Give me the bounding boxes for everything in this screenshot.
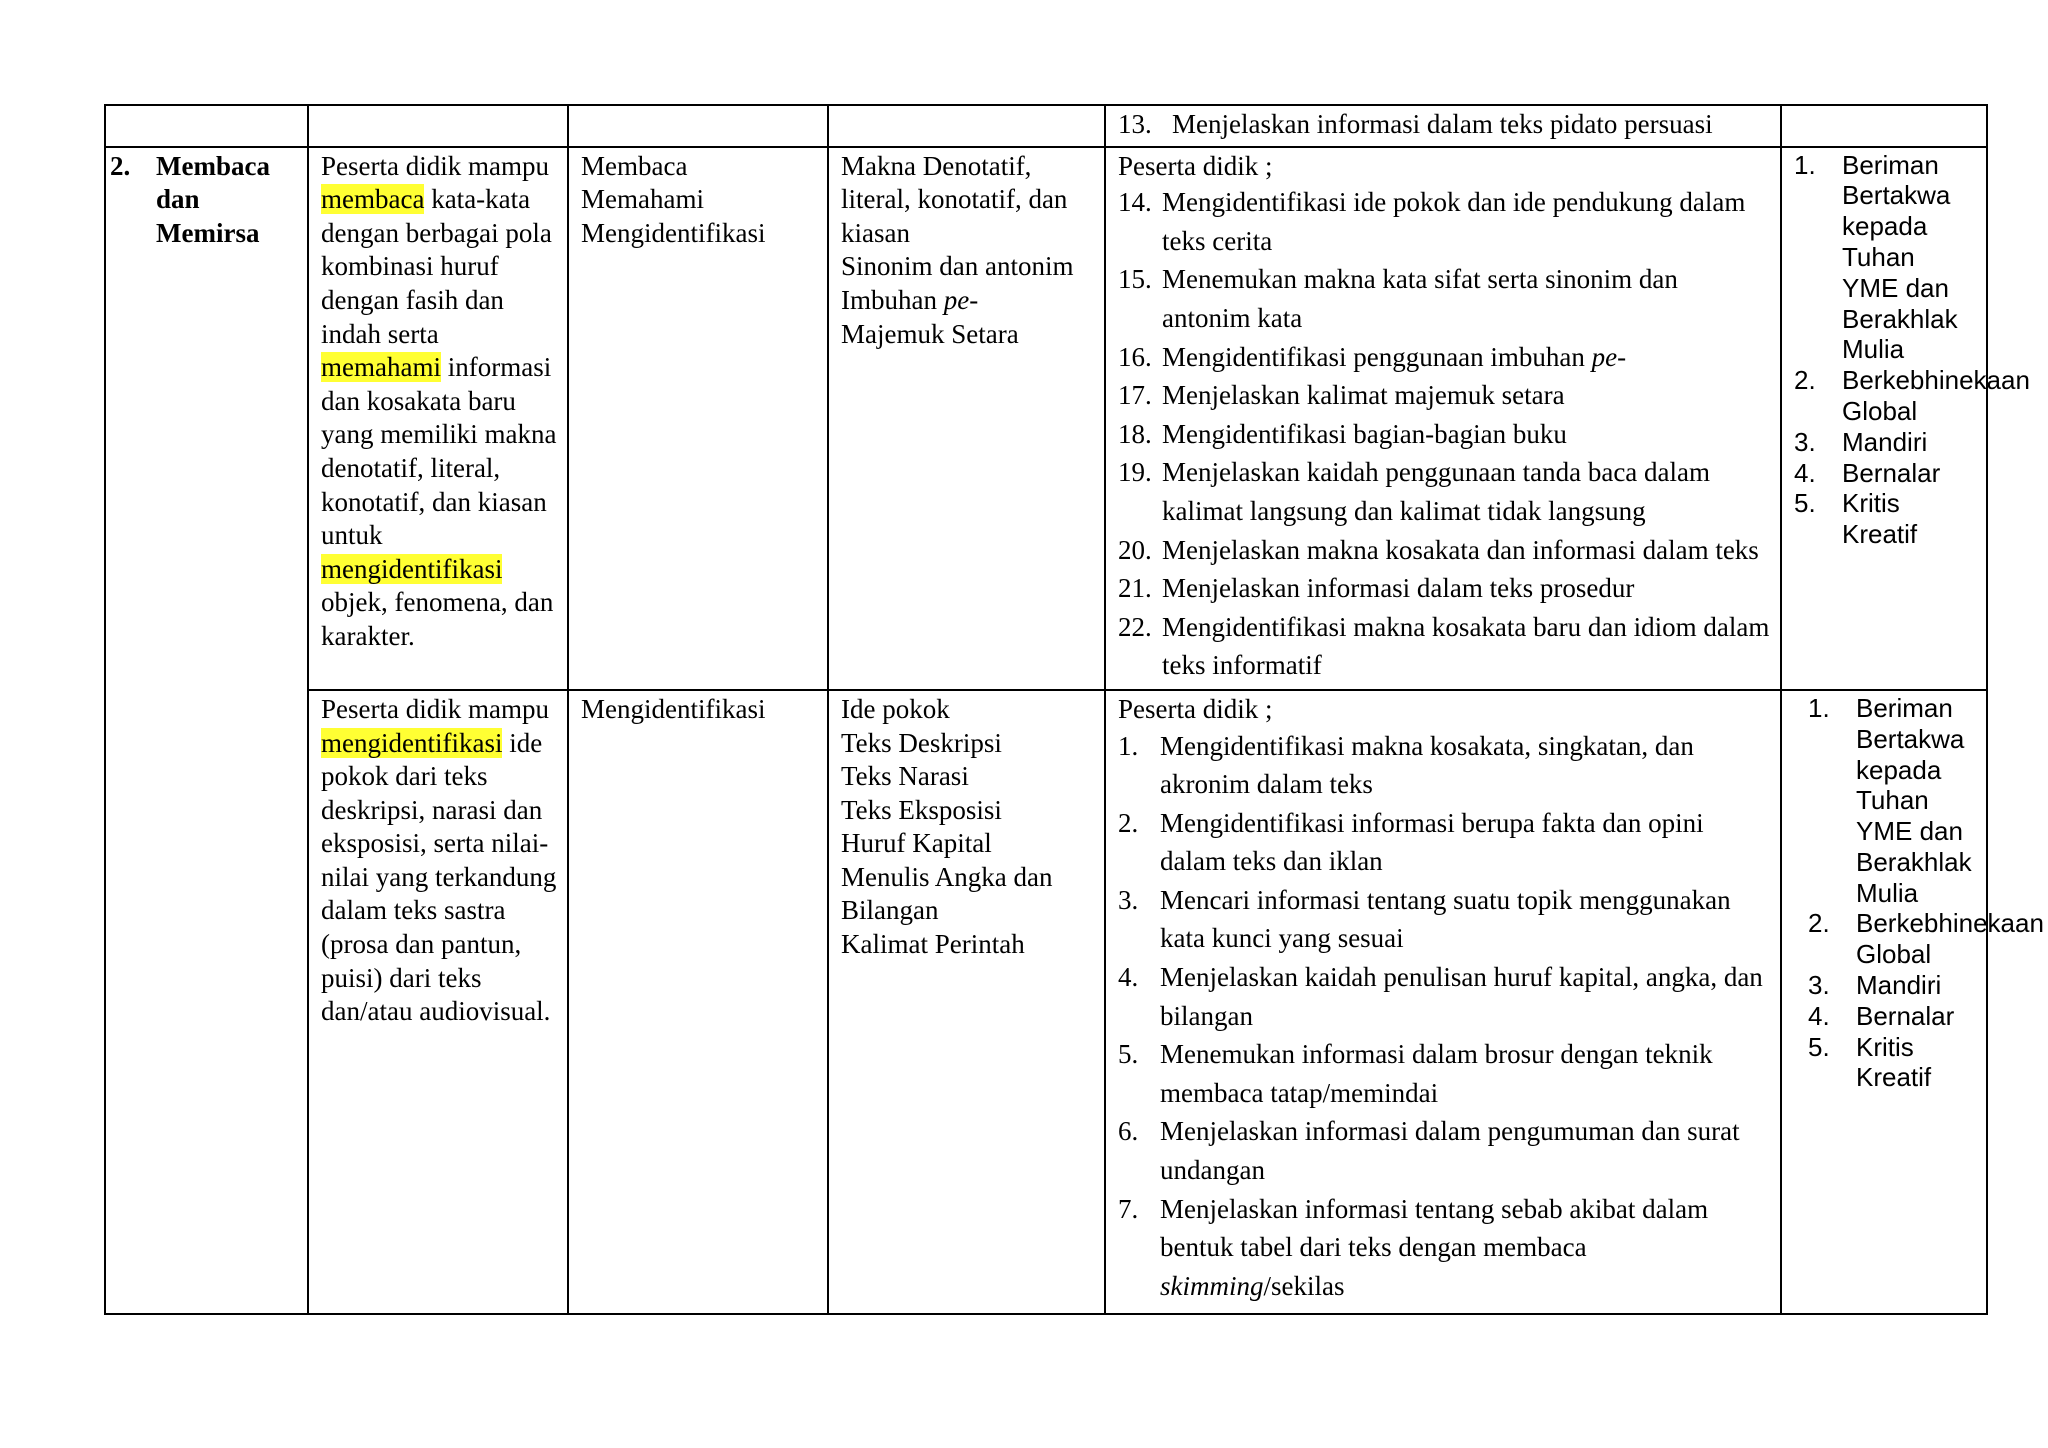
item-number: 14. — [1118, 187, 1152, 218]
material-item: Menulis Angka dan Bilangan — [841, 861, 1053, 926]
empty-cell — [308, 105, 568, 147]
list-item — [1808, 1001, 1976, 1032]
verb-item: Membaca — [581, 150, 688, 181]
item-text: Mengidentifikasi informasi berupa fakta dan opini dalam teks dan iklan — [1160, 807, 1704, 877]
item-number: 3. — [1118, 884, 1139, 915]
list-item — [1118, 1035, 1770, 1112]
objective-text: Menjelaskan informasi dalam teks pidato persuasi — [1172, 109, 1713, 139]
item-text: Menjelaskan makna kosakata dan informasi dalam teks — [1162, 534, 1759, 565]
list-item — [1118, 260, 1770, 337]
material-item: Huruf Kapital — [841, 828, 992, 859]
list-item — [1808, 693, 1976, 909]
empty-cell — [105, 105, 308, 147]
item-number: 2. — [1808, 908, 1830, 939]
cp-text: ide pokok dari teks deskripsi, narasi dan eksposisi, serta nilai-nilai yang terkandung dalam teks sastra (prosa dan pantun, puisi) dari teks dan/atau audiovisual. — [321, 727, 557, 1027]
table-row-block2 — [105, 690, 1987, 1315]
material-item: Kalimat Perintah — [841, 929, 1025, 960]
item-number: 2. — [1794, 365, 1816, 396]
curriculum-table — [104, 104, 2044, 1315]
list-item — [1118, 183, 1770, 260]
element-cell — [105, 147, 308, 1315]
material-item: Teks Deskripsi — [841, 727, 1002, 758]
material-item: Teks Eksposisi — [841, 794, 1002, 825]
list-item — [1808, 970, 1976, 1001]
list-item — [1118, 338, 1770, 377]
list-item — [1118, 608, 1770, 685]
material-item: Sinonim dan antonim — [841, 251, 1074, 282]
item-number: 3. — [1794, 426, 1816, 457]
item-number: 21. — [1118, 573, 1152, 604]
item-number: 4. — [1118, 962, 1139, 993]
item-number: 1. — [1808, 692, 1830, 723]
element-number: 2. — [110, 150, 131, 181]
material-text: Imbuhan — [841, 284, 944, 315]
verb-item: Mengidentifikasi — [581, 693, 766, 724]
item-number: 7. — [1118, 1193, 1139, 1224]
learning-outcome-cell — [308, 690, 568, 1315]
objectives-list — [1118, 727, 1770, 1306]
objectives-intro: Peserta didik ; — [1118, 150, 1273, 181]
highlighted-keyword: membaca — [321, 184, 425, 215]
empty-cell — [568, 105, 828, 147]
learning-outcome-cell — [308, 147, 568, 690]
cp-text: kata-kata dengan berbagai pola kombinasi huruf dengan fasih dan indah serta — [321, 184, 552, 349]
list-item — [1794, 427, 1976, 458]
item-number: 4. — [1808, 1000, 1830, 1031]
item-text: Berkebhinekaan Global — [1842, 365, 2030, 426]
list-item — [1118, 531, 1770, 570]
item-text: Bernalar — [1842, 457, 1941, 488]
item-number: 1. — [1794, 149, 1816, 180]
item-number: 17. — [1118, 380, 1152, 411]
item-italic: pe- — [1591, 341, 1627, 372]
item-text: Beriman Bertakwa kepada Tuhan YME dan Berakhlak Mulia — [1842, 149, 1958, 365]
item-text: Mengidentifikasi bagian-bagian buku — [1162, 418, 1567, 449]
list-item — [1118, 1190, 1770, 1306]
list-item — [1794, 488, 1976, 550]
verb-cell — [568, 147, 828, 690]
item-text: Berkebhinekaan Global — [1856, 908, 2044, 970]
verb-cell — [568, 690, 828, 1315]
item-number: 20. — [1118, 534, 1152, 565]
item-text: Menjelaskan informasi dalam pengumuman dan surat undangan — [1160, 1116, 1740, 1186]
item-text: Kritis Kreatif — [1856, 1031, 1932, 1093]
empty-cell — [828, 105, 1105, 147]
objectives-cell — [1105, 690, 1781, 1315]
item-number: 3. — [1808, 970, 1830, 1001]
list-item — [1118, 415, 1770, 454]
item-text: Mengidentifikasi penggunaan imbuhan — [1162, 341, 1592, 372]
profile-cell — [1781, 147, 2030, 690]
item-number: 6. — [1118, 1116, 1139, 1147]
item-number: 16. — [1118, 341, 1152, 372]
highlighted-keyword: mengidentifikasi — [321, 727, 503, 758]
item-number: 4. — [1794, 457, 1816, 488]
material-cell — [828, 690, 1105, 1315]
item-text: Menemukan makna kata sifat serta sinonim dan antonim kata — [1162, 264, 1678, 333]
list-item — [1794, 365, 2030, 427]
item-text: Bernalar — [1856, 1000, 1955, 1031]
item-text-tail: /sekilas — [1263, 1270, 1345, 1301]
element-line3: Memirsa — [156, 217, 260, 248]
item-number: 2. — [1118, 807, 1139, 838]
material-italic: pe- — [943, 284, 979, 315]
item-number: 5. — [1808, 1031, 1830, 1062]
list-item — [1794, 458, 1976, 489]
list-item — [1794, 150, 1976, 366]
item-text: Mandiri — [1842, 426, 1928, 457]
item-text: Menjelaskan informasi tentang sebab akibat dalam bentuk tabel dari teks dengan membaca — [1160, 1193, 1709, 1263]
cp-text: informasi dan kosakata baru yang memiliki makna denotatif, literal, konotatif, dan kiasan untuk — [321, 352, 557, 551]
list-item — [1118, 727, 1770, 804]
verb-item: Mengidentifikasi — [581, 217, 766, 248]
item-text: Mencari informasi tentang suatu topik menggunakan kata kunci yang sesuai — [1160, 884, 1731, 954]
list-item — [1118, 376, 1770, 415]
element-line2: dan — [156, 184, 200, 215]
item-text: Kritis Kreatif — [1842, 488, 1918, 550]
item-text: Beriman Bertakwa kepada Tuhan YME dan Berakhlak Mulia — [1856, 692, 1972, 908]
material-item: Ide pokok — [841, 693, 950, 724]
objective-number: 13. — [1118, 109, 1152, 139]
list-item — [1118, 881, 1770, 958]
list-item — [1808, 1032, 1976, 1094]
item-text: Mandiri — [1856, 970, 1942, 1001]
item-text: Mengidentifikasi makna kosakata, singkatan, dan akronim dalam teks — [1160, 730, 1694, 800]
profile-cell — [1781, 690, 2044, 1315]
cp-text: Peserta didik mampu — [321, 693, 549, 724]
objectives-list — [1118, 183, 1770, 685]
table-row-block1 — [105, 147, 1987, 690]
list-item — [1808, 908, 2044, 970]
profile-list — [1794, 692, 2044, 1093]
profile-list — [1794, 149, 2030, 550]
material-item: Makna Denotatif, literal, konotatif, dan kiasan — [841, 150, 1068, 248]
element-line1: Membaca — [156, 150, 270, 181]
cp-text: Peserta didik mampu — [321, 150, 549, 181]
verb-item: Memahami — [581, 184, 704, 215]
item-number: 1. — [1118, 730, 1139, 761]
item-number: 5. — [1794, 488, 1816, 519]
item-text: Menjelaskan informasi dalam teks prosedur — [1162, 573, 1635, 604]
item-number: 22. — [1118, 611, 1152, 642]
item-text: Menemukan informasi dalam brosur dengan teknik membaca tatap/memindai — [1160, 1039, 1713, 1108]
list-item — [1118, 804, 1770, 881]
list-item — [1118, 453, 1770, 530]
item-text: Menjelaskan kaidah penggunaan tanda baca dalam kalimat langsung dan kalimat tidak langsung — [1162, 457, 1711, 526]
empty-cell — [1781, 105, 1987, 147]
highlighted-keyword: memahami — [321, 352, 441, 383]
material-cell — [828, 147, 1105, 690]
table-row-continued — [105, 105, 1987, 147]
list-item — [1118, 569, 1770, 608]
item-number: 19. — [1118, 457, 1152, 488]
item-italic: skimming — [1160, 1270, 1264, 1301]
item-text: Menjelaskan kalimat majemuk setara — [1162, 380, 1565, 411]
cp-text: objek, fenomena, dan karakter. — [321, 587, 554, 651]
item-text: Menjelaskan kaidah penulisan huruf kapital, angka, dan bilangan — [1160, 962, 1763, 1031]
material-item — [841, 284, 1094, 318]
item-text: Mengidentifikasi makna kosakata baru dan idiom dalam teks informatif — [1162, 611, 1770, 681]
objectives-intro: Peserta didik ; — [1118, 693, 1273, 724]
item-number: 5. — [1118, 1039, 1139, 1070]
objectives-cell — [1105, 147, 1781, 690]
highlighted-keyword: mengidentifikasi — [321, 553, 503, 584]
item-number: 15. — [1118, 264, 1152, 295]
item-text: Mengidentifikasi ide pokok dan ide pendukung dalam teks cerita — [1162, 187, 1746, 256]
list-item — [1118, 1112, 1770, 1189]
list-item — [1118, 958, 1770, 1035]
objective-cell — [1105, 105, 1781, 147]
item-number: 18. — [1118, 418, 1152, 449]
material-item: Majemuk Setara — [841, 318, 1019, 349]
material-item: Teks Narasi — [841, 761, 969, 792]
